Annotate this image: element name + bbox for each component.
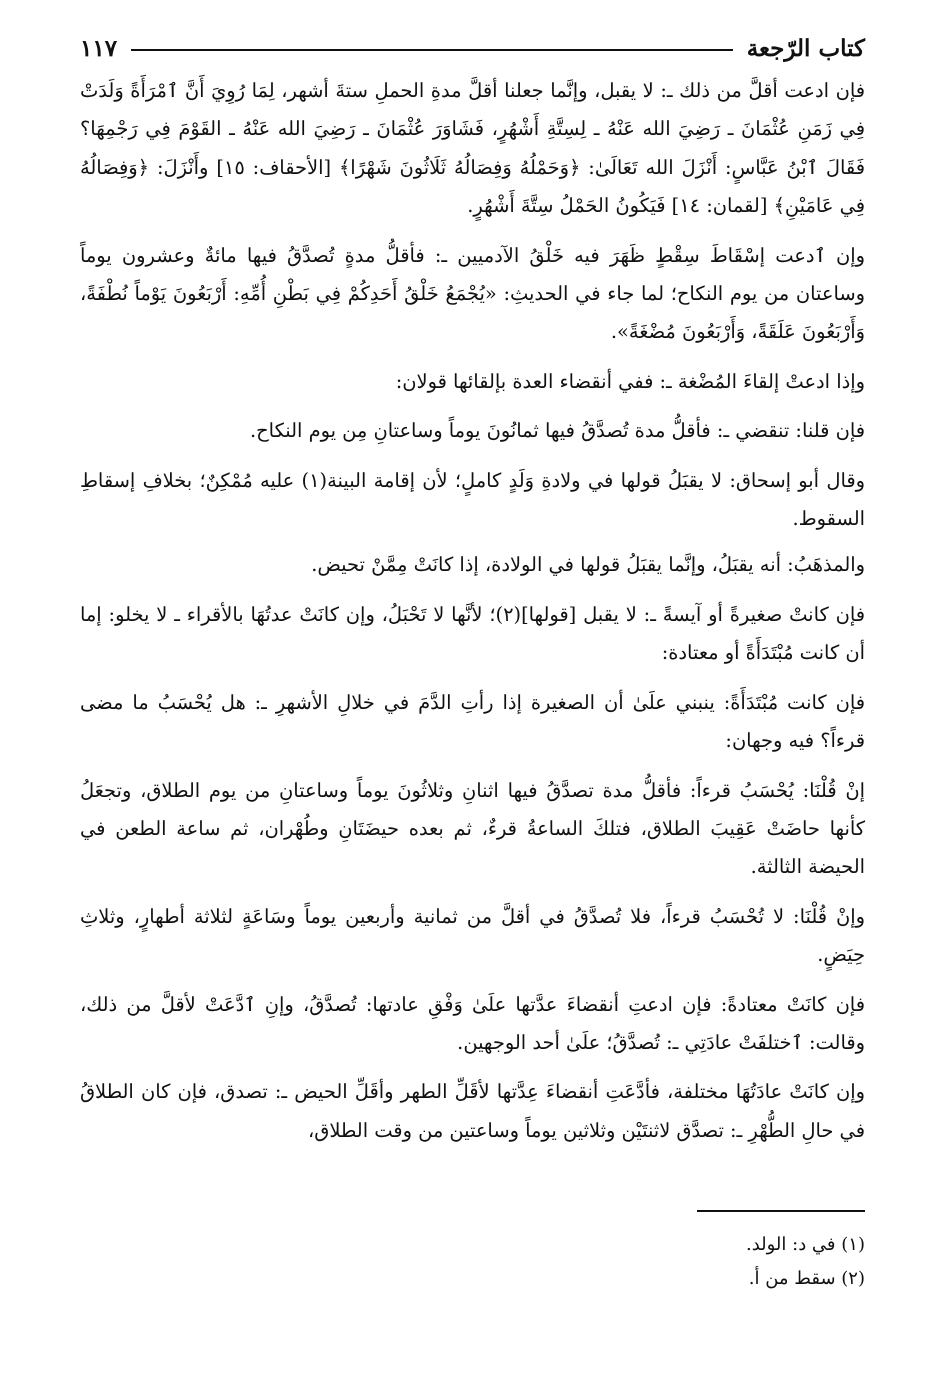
paragraph: فإن ادعت أقلَّ من ذلك ـ: لا يقبل، وإنَّما جعلنا أقلَّ مدةِ الحملِ ستةَ أشهر، لِمَا رُوِيَ أَنَّ ٱمْرَأَةً وَلَدَتْ فِي زَمَنِ عُثْمَانَ ـ رَضِيَ الله عَنْهُ ـ لِسِتَّةِ أَشْهُرٍ، فَشَاوَرَ عُثْمَانَ ـ رَضِيَ الله عَنْهُ ـ القَوْمَ فِي رَجْمِهَا؟ فَقَالَ ٱبْنُ عَبَّاسٍ: أَنْزَلَ الله تَعَالَىٰ: ﴿وَحَمْلُهُ وَفِصَالُهُ ثَلَاثُونَ شَهْرًا﴾ [الأحقاف: ١٥] وأَنْزَلَ: ﴿وَفِصَالُهُ فِي عَامَيْنِ﴾ [لقمان: ١٤] فَيَكُونُ الحَمْلُ سِتَّةَ أَشْهُرٍ.	[80, 79, 865, 218]
paragraph: وإن كانَتْ عادَتُهَا مختلفة، فأدَّعَتِ أنقضاءَ عِدَّتها لأقَلِّ الطهر وأقَلِّ الحيض ـ: تصدق، فإن كان الطلاقُ في حالِ الطُّهْرِ ـ: تصدَّق لاثنتَيْن وثلاثين يوماً وساعتين من وقت الطلاق،	[80, 1080, 865, 1142]
footnote: (٢) سقط من أ.	[748, 1268, 865, 1289]
paragraph: وإنْ قُلْنَا: لا تُحْسَبُ قرءاً، فلا تُصدَّقُ في أقلَّ من ثمانية وأربعين يوماً وسَاعَةٍ لثلاثة أطهارٍ، وثلاثِ حِيَضٍ.	[80, 904, 865, 967]
page-number: ١١٧	[80, 34, 118, 62]
paragraph: وإن ٱدعت إسْقَاطَ سِقْطٍ ظَهَرَ فيه خَلْقُ الآدميين ـ: فأقلُّ مدةٍ تُصدَّقُ فيها مائةٌ وعشرون يوماً وساعتان من يوم النكاح؛ لما جاء في الحديثِ: «يُجْمَعُ خَلْقُ أَحَدِكُمْ فِي بَطْنِ أُمِّهِ: أَرْبَعُونَ يَوْماً نُطْفَةً، وَأَرْبَعُونَ عَلَقَةً، وَأَرْبَعُونَ مُضْغَةً».	[80, 243, 865, 344]
page-header	[80, 28, 865, 68]
footnote-rule	[697, 1210, 865, 1212]
header-rule	[131, 49, 733, 51]
chapter-title: كتاب الرّجعة	[746, 34, 865, 62]
footnote: (١) في د: الولد.	[745, 1234, 865, 1255]
paragraph: فإن كانت مُبْتَدَأَةً: ينبني علَىٰ أن الصغيرة إذا رأتِ الدَّمَ في خلالِ الأشهرِ ـ: هل يُحْسَبُ ما مضى قرءاً؟ فيه وجهان:	[80, 690, 865, 753]
paragraph: وقال أبو إسحاق: لا يقبَلُ قولها في ولادةِ وَلَدٍ كاملٍ؛ لأن إقامة البينة(١) عليه مُمْكِنٌ؛ بخلافِ إسقاطِ السقوط.	[80, 468, 865, 531]
paragraph: فإن قلنا: تنقضي ـ: فأقلُّ مدة تُصدَّقُ فيها ثمانُونَ يوماً وساعتانِ مِن يوم النكاح.	[249, 419, 865, 443]
paragraph: إنْ قُلْنَا: يُحْسَبُ قرءاً: فأقلُّ مدة تصدَّقُ فيها اثنانِ وثلاثُونَ يوماً وساعتانِ من يوم الطلاق، وتجعَلُ كأنها حاضَتْ عَقِيبَ الطلاق، فتلكَ الساعةُ قرءٌ، ثم بعده حيضَتَانِ وطُهْران، ثم ساعة الطعن في الحيضة الثالثة.	[80, 778, 865, 879]
paragraph: وإذا ادعتْ إلقاءَ المُضْغة ـ: ففي أنقضاء العدة بإلقائها قولان:	[395, 369, 865, 393]
paragraph: فإن كانَتْ معتادةً: فإن ادعتِ أنقضاءَ عدَّتها علَىٰ وَفْقِ عادتها: تُصدَّقُ، وإنِ ٱدَّعَتْ لأقلَّ من ذلك، وقالت: ٱختلفَتْ عادَتِي ـ: تُصدَّقُ؛ علَىٰ أحد الوجهين.	[80, 992, 865, 1054]
paragraph: والمذهَبُ: أنه يقبَلُ، وإنَّما يقبَلُ قولها في الولادة، إذا كانَتْ مِمَّنْ تحيض.	[311, 553, 865, 577]
page-body	[80, 72, 865, 1150]
paragraph: فإن كانتْ صغيرةً أو آيسةً ـ: لا يقبل [قولها](٢)؛ لأنَّها لا تَحْبَلُ، وإن كانَتْ عدتُهَا بالأقراء ـ لا يخلو: إما أن كانت مُبْتَدَأَةً أو معتادة:	[80, 602, 865, 665]
footnotes	[80, 1210, 865, 1296]
